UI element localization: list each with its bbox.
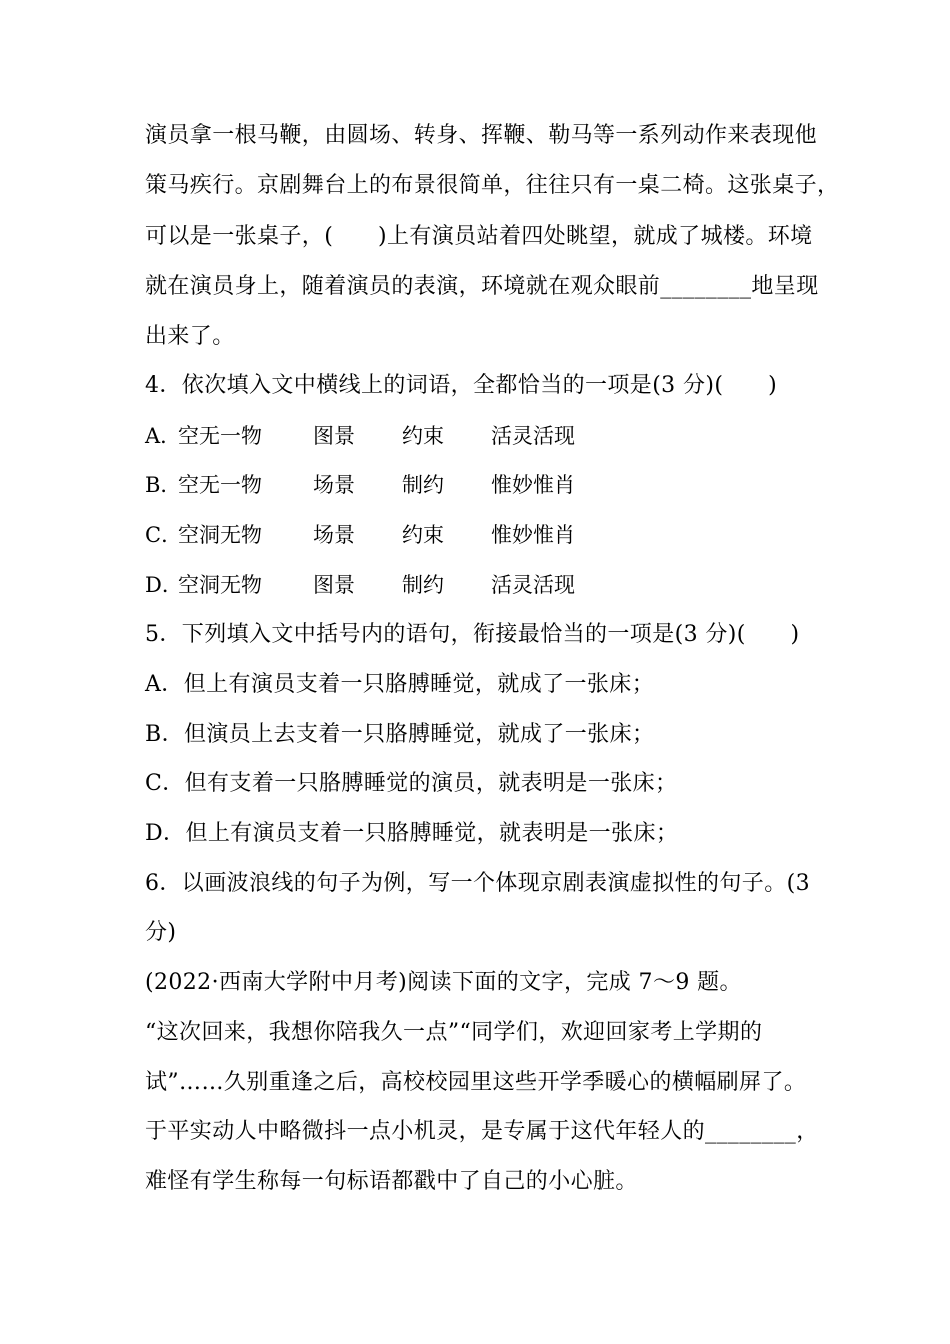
- question-5-option-d[interactable]: D．但上有演员支着一只胳膊睡觉，就表明是一张床；: [145, 821, 679, 846]
- question-5-option-a[interactable]: A．但上有演员支着一只胳膊睡觉，就成了一张床；: [145, 672, 655, 697]
- question-4-stem: 4．依次填入文中横线上的词语，全都恰当的一项是(3 分)( ): [145, 373, 778, 398]
- question-5-option-b[interactable]: B．但演员上去支着一只胳膊睡觉，就成了一张床；: [145, 722, 655, 747]
- option-word: 场景: [313, 523, 355, 547]
- option-word: 惟妙惟肖: [491, 523, 575, 547]
- option-word: 制约: [402, 473, 444, 497]
- passage-line: 难怪有学生称每一句标语都戳中了自己的小心脏。: [145, 1169, 638, 1194]
- passage-line: 演员拿一根马鞭，由圆场、转身、挥鞭、勒马等一系列动作来表现他: [145, 123, 818, 148]
- option-letter: C．: [145, 523, 183, 547]
- option-word: 约束: [402, 523, 444, 547]
- option-word: 约束: [402, 424, 444, 448]
- option-word: 空无一物: [178, 473, 262, 497]
- option-word: 空洞无物: [178, 523, 262, 547]
- passage-line: “这次回来，我想你陪我久一点”“同学们，欢迎回家考上学期的: [145, 1020, 763, 1045]
- passage-line: 可以是一张桌子，( )上有演员站着四处眺望，就成了城楼。环境: [145, 224, 813, 249]
- option-word: 图景: [313, 424, 355, 448]
- option-letter: B．: [145, 473, 182, 497]
- passage-line: 于平实动人中略微抖一点小机灵，是专属于这代年轻人的________，: [145, 1119, 819, 1144]
- option-word: 空洞无物: [178, 573, 262, 597]
- option-letter: D．: [145, 573, 183, 597]
- option-word: 活灵活现: [491, 573, 575, 597]
- question-5-option-c[interactable]: C．但有支着一只胳膊睡觉的演员，就表明是一张床；: [145, 771, 678, 796]
- passage-line: 就在演员身上，随着演员的表演，环境就在观众眼前________地呈现: [145, 274, 819, 299]
- option-word: 空无一物: [178, 424, 262, 448]
- passage-line: 策马疾行。京剧舞台上的布景很简单，往往只有一桌二椅。这张桌子，: [145, 173, 840, 198]
- option-word: 惟妙惟肖: [491, 473, 575, 497]
- question-6-stem-cont: 分): [145, 920, 177, 945]
- passage-line: 试”……久别重逢之后，高校校园里这些开学季暖心的横幅刷屏了。: [145, 1070, 807, 1095]
- option-word: 活灵活现: [491, 424, 575, 448]
- section-2-intro: (2022·西南大学附中月考)阅读下面的文字，完成 7～9 题。: [145, 970, 742, 995]
- passage-line: 出来了。: [145, 324, 235, 349]
- option-word: 场景: [313, 473, 355, 497]
- question-5-stem: 5．下列填入文中括号内的语句，衔接最恰当的一项是(3 分)( ): [145, 622, 800, 647]
- option-letter: A．: [145, 424, 182, 448]
- option-word: 图景: [313, 573, 355, 597]
- question-6-stem: 6．以画波浪线的句子为例，写一个体现京剧表演虚拟性的句子。(3: [145, 871, 810, 896]
- option-word: 制约: [402, 573, 444, 597]
